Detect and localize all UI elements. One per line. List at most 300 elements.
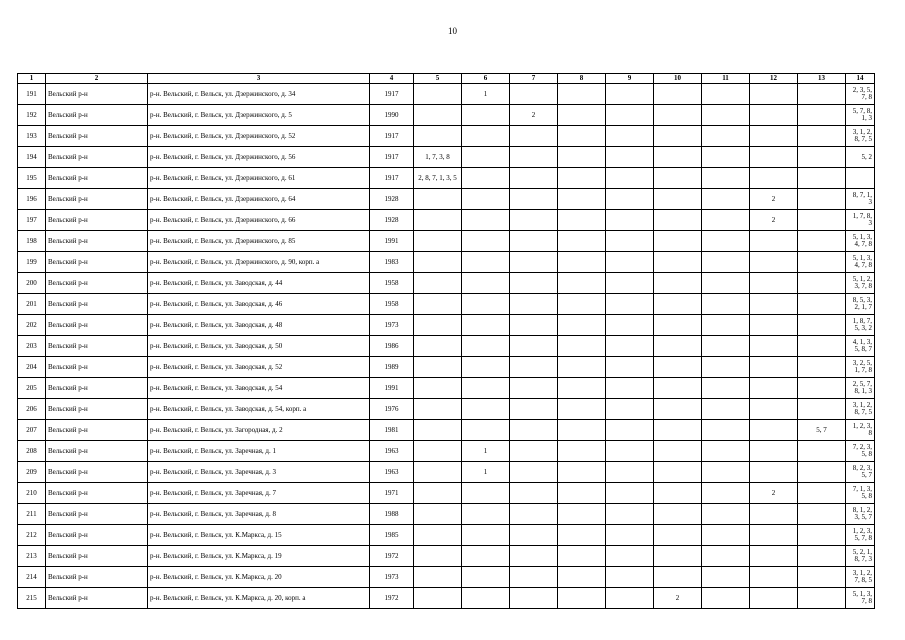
table-cell-col-3: р-н. Вельский, г. Вельск, ул. Заводская, д. 50 [148, 336, 370, 357]
table-cell-col-10 [654, 441, 702, 462]
table-cell-col-4: 1963 [370, 441, 414, 462]
table-body [18, 84, 875, 609]
table-cell-col-14: 4, 1, 3, 5, 8, 7 [846, 336, 875, 357]
table-cell-col-3: р-н. Вельский, г. Вельск, ул. Заводская, д. 48 [148, 315, 370, 336]
table-cell-col-7 [510, 483, 558, 504]
table-cell-col-3: р-н. Вельский, г. Вельск, ул. Дзержинского, д. 5 [148, 105, 370, 126]
table-cell-col-9 [606, 168, 654, 189]
table-cell-col-14: 1, 2, 3, 5, 7, 8 [846, 525, 875, 546]
table-cell-col-10 [654, 147, 702, 168]
table-cell-col-5 [414, 126, 462, 147]
table-cell-col-1: 203 [18, 336, 46, 357]
table-cell-col-14: 3, 1, 2, 8, 7, 5 [846, 399, 875, 420]
table-cell-col-12 [750, 294, 798, 315]
column-header-3: 3 [148, 74, 370, 84]
table-cell-col-3: р-н. Вельский, г. Вельск, ул. Дзержинского, д. 90, корп. а [148, 252, 370, 273]
table-header-row [18, 74, 875, 84]
table-cell-col-7 [510, 336, 558, 357]
table-cell-col-7: 2 [510, 105, 558, 126]
table-cell-col-2: Вельский р-н [46, 378, 148, 399]
table-cell-col-6 [462, 420, 510, 441]
table-cell-col-13 [798, 399, 846, 420]
table-cell-col-8 [558, 546, 606, 567]
table-cell-col-6 [462, 378, 510, 399]
table-cell-col-14: 1, 2, 3, 8 [846, 420, 875, 441]
table-cell-col-3: р-н. Вельский, г. Вельск, ул. Заводская, д. 52 [148, 357, 370, 378]
table-cell-col-2: Вельский р-н [46, 483, 148, 504]
column-header-9: 9 [606, 74, 654, 84]
table-cell-col-8 [558, 168, 606, 189]
table-cell-col-4: 1981 [370, 420, 414, 441]
table-cell-col-7 [510, 567, 558, 588]
table-cell-col-3: р-н. Вельский, г. Вельск, ул. Дзержинского, д. 34 [148, 84, 370, 105]
table-cell-col-7 [510, 525, 558, 546]
table-cell-col-4: 1989 [370, 357, 414, 378]
table-row [18, 378, 875, 399]
table-cell-col-9 [606, 231, 654, 252]
table-cell-col-6 [462, 105, 510, 126]
table-cell-col-13 [798, 546, 846, 567]
table-cell-col-4: 1991 [370, 231, 414, 252]
table-cell-col-10 [654, 504, 702, 525]
table-row [18, 504, 875, 525]
table-cell-col-7 [510, 294, 558, 315]
table-cell-col-8 [558, 231, 606, 252]
table-cell-col-11 [702, 504, 750, 525]
table-cell-col-12 [750, 441, 798, 462]
table-cell-col-9 [606, 378, 654, 399]
table-cell-col-11 [702, 126, 750, 147]
table-cell-col-9 [606, 525, 654, 546]
table-cell-col-4: 1985 [370, 525, 414, 546]
table-cell-col-8 [558, 84, 606, 105]
table-cell-col-5 [414, 525, 462, 546]
table-cell-col-14: 7, 1, 3, 5, 8 [846, 483, 875, 504]
table-cell-col-4: 1973 [370, 567, 414, 588]
table-cell-col-1: 206 [18, 399, 46, 420]
column-header-6: 6 [462, 74, 510, 84]
table-cell-col-13 [798, 105, 846, 126]
table-cell-col-1: 214 [18, 567, 46, 588]
table-cell-col-8 [558, 525, 606, 546]
table-cell-col-8 [558, 504, 606, 525]
table-cell-col-12: 2 [750, 483, 798, 504]
table-cell-col-11 [702, 546, 750, 567]
table-cell-col-8 [558, 399, 606, 420]
table-cell-col-1: 212 [18, 525, 46, 546]
table-cell-col-14: 3, 1, 2, 7, 8, 5 [846, 567, 875, 588]
table-cell-col-2: Вельский р-н [46, 525, 148, 546]
table-cell-col-10 [654, 210, 702, 231]
table-cell-col-8 [558, 462, 606, 483]
table-cell-col-4: 1917 [370, 126, 414, 147]
table-cell-col-2: Вельский р-н [46, 126, 148, 147]
table-cell-col-9 [606, 147, 654, 168]
table-cell-col-5 [414, 567, 462, 588]
table-cell-col-10 [654, 231, 702, 252]
table-cell-col-12: 2 [750, 210, 798, 231]
table-cell-col-12 [750, 567, 798, 588]
table-cell-col-11 [702, 588, 750, 609]
table-cell-col-6 [462, 315, 510, 336]
table-cell-col-10: 2 [654, 588, 702, 609]
table-cell-col-10 [654, 294, 702, 315]
table-cell-col-2: Вельский р-н [46, 504, 148, 525]
table-cell-col-6 [462, 504, 510, 525]
table-row [18, 525, 875, 546]
table-row [18, 294, 875, 315]
table-cell-col-6 [462, 294, 510, 315]
table-cell-col-9 [606, 84, 654, 105]
table-row [18, 147, 875, 168]
table-cell-col-11 [702, 399, 750, 420]
table-cell-col-13 [798, 273, 846, 294]
table-cell-col-1: 215 [18, 588, 46, 609]
table-cell-col-14: 8, 7, 1, 3 [846, 189, 875, 210]
table-cell-col-12 [750, 504, 798, 525]
table-cell-col-10 [654, 273, 702, 294]
table-cell-col-9 [606, 567, 654, 588]
table-cell-col-2: Вельский р-н [46, 168, 148, 189]
table-cell-col-13 [798, 483, 846, 504]
table-cell-col-6 [462, 525, 510, 546]
table-cell-col-7 [510, 462, 558, 483]
table-cell-col-2: Вельский р-н [46, 336, 148, 357]
table-cell-col-1: 194 [18, 147, 46, 168]
table-cell-col-10 [654, 189, 702, 210]
table-cell-col-8 [558, 441, 606, 462]
table-cell-col-13 [798, 462, 846, 483]
table-cell-col-13: 5, 7 [798, 420, 846, 441]
table-cell-col-5 [414, 399, 462, 420]
table-cell-col-7 [510, 84, 558, 105]
table-cell-col-10 [654, 126, 702, 147]
table-cell-col-5 [414, 504, 462, 525]
table-cell-col-13 [798, 294, 846, 315]
table-cell-col-6 [462, 567, 510, 588]
column-header-11: 11 [702, 74, 750, 84]
table-cell-col-4: 1991 [370, 378, 414, 399]
table-cell-col-9 [606, 336, 654, 357]
table-cell-col-9 [606, 462, 654, 483]
table-cell-col-12 [750, 336, 798, 357]
table-cell-col-8 [558, 357, 606, 378]
table-cell-col-2: Вельский р-н [46, 252, 148, 273]
table-cell-col-6: 1 [462, 441, 510, 462]
table-cell-col-11 [702, 525, 750, 546]
table-cell-col-14: 8, 5, 3, 2, 1, 7 [846, 294, 875, 315]
table-cell-col-6 [462, 168, 510, 189]
table-cell-col-9 [606, 504, 654, 525]
table-cell-col-12 [750, 147, 798, 168]
table-cell-col-12 [750, 315, 798, 336]
table-cell-col-1: 195 [18, 168, 46, 189]
table-cell-col-7 [510, 441, 558, 462]
table-row [18, 252, 875, 273]
table-cell-col-14: 1, 8, 7, 5, 3, 2 [846, 315, 875, 336]
table-cell-col-3: р-н. Вельский, г. Вельск, ул. К.Маркса, д. 20, корп. а [148, 588, 370, 609]
table-cell-col-2: Вельский р-н [46, 315, 148, 336]
table-cell-col-5 [414, 357, 462, 378]
table-cell-col-2: Вельский р-н [46, 105, 148, 126]
table-cell-col-5 [414, 546, 462, 567]
table-row [18, 315, 875, 336]
table-cell-col-3: р-н. Вельский, г. Вельск, ул. К.Маркса, д. 19 [148, 546, 370, 567]
table-cell-col-11 [702, 147, 750, 168]
table-cell-col-8 [558, 567, 606, 588]
table-cell-col-4: 1917 [370, 147, 414, 168]
table-cell-col-4: 1958 [370, 273, 414, 294]
column-header-12: 12 [750, 74, 798, 84]
table-cell-col-13 [798, 441, 846, 462]
table-cell-col-7 [510, 210, 558, 231]
table-cell-col-1: 202 [18, 315, 46, 336]
table-cell-col-5 [414, 420, 462, 441]
table-cell-col-9 [606, 420, 654, 441]
table-cell-col-10 [654, 315, 702, 336]
table-cell-col-1: 196 [18, 189, 46, 210]
table-cell-col-1: 210 [18, 483, 46, 504]
table-cell-col-12 [750, 546, 798, 567]
table-row [18, 168, 875, 189]
table-cell-col-7 [510, 147, 558, 168]
table-cell-col-13 [798, 147, 846, 168]
table-cell-col-7 [510, 273, 558, 294]
table-cell-col-3: р-н. Вельский, г. Вельск, ул. Заводская, д. 54, корп. а [148, 399, 370, 420]
table-cell-col-10 [654, 420, 702, 441]
table-cell-col-10 [654, 483, 702, 504]
table-cell-col-7 [510, 420, 558, 441]
table-cell-col-9 [606, 315, 654, 336]
table-cell-col-1: 211 [18, 504, 46, 525]
table-cell-col-10 [654, 105, 702, 126]
table-cell-col-6 [462, 126, 510, 147]
table-cell-col-8 [558, 420, 606, 441]
table-cell-col-6 [462, 357, 510, 378]
table-cell-col-8 [558, 588, 606, 609]
table-cell-col-4: 1972 [370, 546, 414, 567]
table-cell-col-10 [654, 168, 702, 189]
table-cell-col-13 [798, 567, 846, 588]
table-cell-col-1: 208 [18, 441, 46, 462]
table-cell-col-1: 191 [18, 84, 46, 105]
table-cell-col-6 [462, 483, 510, 504]
data-table [17, 73, 875, 609]
table-cell-col-9 [606, 105, 654, 126]
table-cell-col-6 [462, 147, 510, 168]
table-cell-col-12 [750, 357, 798, 378]
table-cell-col-7 [510, 231, 558, 252]
table-cell-col-13 [798, 525, 846, 546]
table-cell-col-14: 7, 2, 3, 5, 8 [846, 441, 875, 462]
table-cell-col-11 [702, 315, 750, 336]
table-cell-col-5 [414, 588, 462, 609]
table-row [18, 588, 875, 609]
table-cell-col-2: Вельский р-н [46, 189, 148, 210]
table-cell-col-5 [414, 231, 462, 252]
table-cell-col-13 [798, 210, 846, 231]
table-cell-col-6 [462, 231, 510, 252]
table-cell-col-10 [654, 378, 702, 399]
table-row [18, 126, 875, 147]
table-cell-col-10 [654, 252, 702, 273]
table-cell-col-5 [414, 189, 462, 210]
table-cell-col-5 [414, 378, 462, 399]
table-cell-col-1: 209 [18, 462, 46, 483]
table-cell-col-14: 2, 3, 5, 7, 8 [846, 84, 875, 105]
table-cell-col-11 [702, 210, 750, 231]
column-header-5: 5 [414, 74, 462, 84]
table-cell-col-8 [558, 105, 606, 126]
table-row [18, 189, 875, 210]
table-cell-col-3: р-н. Вельский, г. Вельск, ул. Заречная, д. 7 [148, 483, 370, 504]
page-number: 10 [448, 26, 457, 36]
table-cell-col-11 [702, 168, 750, 189]
table-cell-col-4: 1986 [370, 336, 414, 357]
table-cell-col-4: 1983 [370, 252, 414, 273]
table-cell-col-11 [702, 420, 750, 441]
table-cell-col-11 [702, 357, 750, 378]
table-row [18, 462, 875, 483]
table-cell-col-12 [750, 399, 798, 420]
table-cell-col-5 [414, 210, 462, 231]
table-cell-col-14: 5, 1, 2, 3, 7, 8 [846, 273, 875, 294]
table-cell-col-9 [606, 483, 654, 504]
table-cell-col-12 [750, 420, 798, 441]
table-cell-col-13 [798, 336, 846, 357]
table-cell-col-7 [510, 315, 558, 336]
table-cell-col-14: 5, 1, 3, 7, 8 [846, 588, 875, 609]
table-cell-col-2: Вельский р-н [46, 399, 148, 420]
table-cell-col-9 [606, 189, 654, 210]
table-cell-col-10 [654, 357, 702, 378]
table-cell-col-12: 2 [750, 189, 798, 210]
table-row [18, 567, 875, 588]
table-cell-col-1: 198 [18, 231, 46, 252]
table-cell-col-3: р-н. Вельский, г. Вельск, ул. Заводская, д. 54 [148, 378, 370, 399]
table-cell-col-4: 1958 [370, 294, 414, 315]
table-cell-col-14: 5, 2, 1, 8, 7, 3 [846, 546, 875, 567]
table-cell-col-5 [414, 483, 462, 504]
table-cell-col-8 [558, 336, 606, 357]
table-cell-col-1: 197 [18, 210, 46, 231]
table-cell-col-14: 5, 1, 3, 4, 7, 8 [846, 252, 875, 273]
table-cell-col-12 [750, 231, 798, 252]
table-cell-col-5 [414, 462, 462, 483]
table-cell-col-6: 1 [462, 84, 510, 105]
table-cell-col-10 [654, 546, 702, 567]
table-cell-col-11 [702, 336, 750, 357]
table-cell-col-13 [798, 378, 846, 399]
table-cell-col-12 [750, 252, 798, 273]
table-cell-col-11 [702, 189, 750, 210]
table-cell-col-14: 3, 1, 2, 8, 7, 5 [846, 126, 875, 147]
table-cell-col-7 [510, 399, 558, 420]
table-cell-col-12 [750, 462, 798, 483]
table-cell-col-6 [462, 210, 510, 231]
table-cell-col-4: 1976 [370, 399, 414, 420]
table-cell-col-5: 2, 8, 7, 1, 3, 5 [414, 168, 462, 189]
table-cell-col-12 [750, 84, 798, 105]
table-cell-col-11 [702, 462, 750, 483]
table-cell-col-3: р-н. Вельский, г. Вельск, ул. Загородная, д. 2 [148, 420, 370, 441]
table-cell-col-13 [798, 231, 846, 252]
table-cell-col-11 [702, 231, 750, 252]
table-cell-col-4: 1917 [370, 168, 414, 189]
table-cell-col-1: 201 [18, 294, 46, 315]
table-cell-col-10 [654, 525, 702, 546]
table-cell-col-8 [558, 294, 606, 315]
table-cell-col-2: Вельский р-н [46, 294, 148, 315]
table-cell-col-4: 1988 [370, 504, 414, 525]
table-cell-col-1: 192 [18, 105, 46, 126]
table-cell-col-14: 5, 2 [846, 147, 875, 168]
table-cell-col-2: Вельский р-н [46, 567, 148, 588]
table-cell-col-8 [558, 126, 606, 147]
table-cell-col-5 [414, 105, 462, 126]
table-cell-col-7 [510, 588, 558, 609]
table-cell-col-6 [462, 399, 510, 420]
table-cell-col-13 [798, 588, 846, 609]
column-header-4: 4 [370, 74, 414, 84]
table-cell-col-3: р-н. Вельский, г. Вельск, ул. Дзержинского, д. 85 [148, 231, 370, 252]
table-cell-col-12 [750, 126, 798, 147]
table-cell-col-3: р-н. Вельский, г. Вельск, ул. Заводская, д. 46 [148, 294, 370, 315]
table-cell-col-14: 3, 2, 5, 1, 7, 8 [846, 357, 875, 378]
table-cell-col-5 [414, 294, 462, 315]
column-header-8: 8 [558, 74, 606, 84]
table-cell-col-9 [606, 546, 654, 567]
table-row [18, 441, 875, 462]
table-row [18, 105, 875, 126]
table-cell-col-1: 213 [18, 546, 46, 567]
table-cell-col-3: р-н. Вельский, г. Вельск, ул. Заводская, д. 44 [148, 273, 370, 294]
table-cell-col-7 [510, 546, 558, 567]
table-cell-col-10 [654, 462, 702, 483]
table-cell-col-4: 1928 [370, 210, 414, 231]
table-cell-col-7 [510, 357, 558, 378]
table-cell-col-3: р-н. Вельский, г. Вельск, ул. Дзержинского, д. 66 [148, 210, 370, 231]
table-cell-col-10 [654, 399, 702, 420]
table-cell-col-2: Вельский р-н [46, 231, 148, 252]
table-cell-col-8 [558, 378, 606, 399]
table-cell-col-13 [798, 126, 846, 147]
table-cell-col-8 [558, 147, 606, 168]
table-cell-col-11 [702, 441, 750, 462]
table-cell-col-13 [798, 357, 846, 378]
table-cell-col-13 [798, 189, 846, 210]
column-header-2: 2 [46, 74, 148, 84]
table-row [18, 231, 875, 252]
table-cell-col-14: 2, 5, 7, 8, 1, 3 [846, 378, 875, 399]
table-cell-col-11 [702, 294, 750, 315]
table-cell-col-2: Вельский р-н [46, 420, 148, 441]
table-cell-col-5 [414, 441, 462, 462]
table-cell-col-7 [510, 168, 558, 189]
table-cell-col-9 [606, 294, 654, 315]
table-cell-col-1: 207 [18, 420, 46, 441]
table-cell-col-13 [798, 84, 846, 105]
table-cell-col-4: 1928 [370, 189, 414, 210]
column-header-13: 13 [798, 74, 846, 84]
table-cell-col-9 [606, 210, 654, 231]
table-cell-col-3: р-н. Вельский, г. Вельск, ул. Дзержинского, д. 56 [148, 147, 370, 168]
table-cell-col-9 [606, 588, 654, 609]
table-row [18, 399, 875, 420]
table-cell-col-11 [702, 105, 750, 126]
table-cell-col-2: Вельский р-н [46, 210, 148, 231]
table-cell-col-13 [798, 504, 846, 525]
